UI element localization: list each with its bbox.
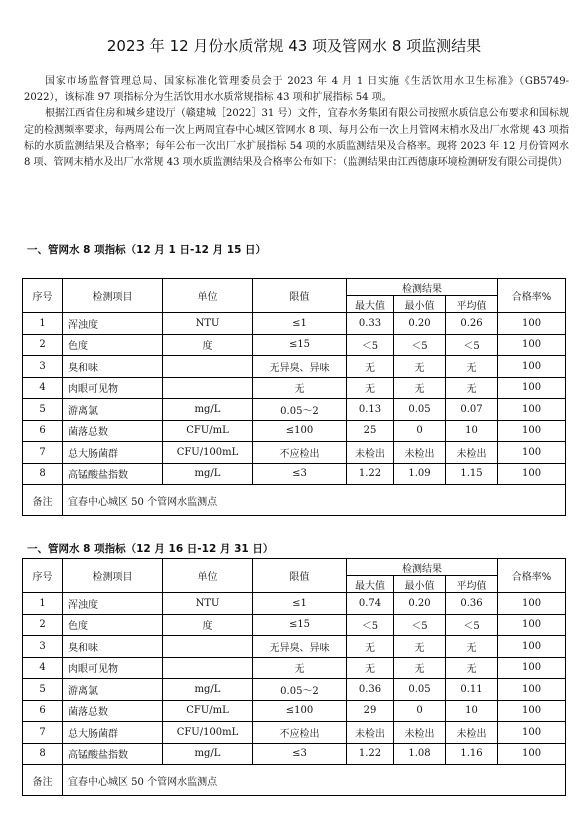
cell-limit: ≤1: [253, 313, 347, 335]
cell-avg: 无: [446, 356, 498, 378]
cell-no: 7: [23, 442, 63, 464]
table-row: [23, 313, 566, 335]
cell-item: 臭和味: [63, 636, 163, 658]
cell-limit: 无: [253, 377, 347, 399]
cell-avg: 0.26: [446, 313, 498, 335]
cell-min: 1.09: [394, 463, 446, 485]
cell-max: 25: [347, 420, 394, 442]
cell-max: 无: [347, 356, 394, 378]
cell-avg: 未检出: [446, 442, 498, 464]
table-row: [23, 334, 566, 356]
cell-max: 0.13: [347, 399, 394, 421]
cell-item: 高锰酸盐指数: [63, 743, 163, 765]
cell-avg: 1.15: [446, 463, 498, 485]
cell-item: 总大肠菌群: [63, 722, 163, 744]
cell-item: 菌落总数: [63, 700, 163, 722]
cell-limit: ≤1: [253, 593, 347, 615]
cell-unit: [163, 356, 253, 378]
cell-unit: 度: [163, 614, 253, 636]
table-row: [23, 377, 566, 399]
header-limit: 限值: [253, 279, 347, 313]
header-max: 最大值: [347, 296, 394, 313]
cell-unit: [163, 636, 253, 658]
cell-avg: 0.36: [446, 593, 498, 615]
cell-unit: CFU/100mL: [163, 722, 253, 744]
section-heading: 一、管网水 8 项指标（12 月 16 日-12 月 31 日）: [27, 543, 274, 555]
cell-rate: 100: [498, 657, 566, 679]
cell-avg: 1.16: [446, 743, 498, 765]
cell-no: 3: [23, 356, 63, 378]
table-row: [23, 399, 566, 421]
page-title: 2023 年 12 月份水质常规 43 项及管网水 8 项监测结果: [106, 37, 482, 55]
cell-limit: ≤15: [253, 614, 347, 636]
cell-max: 29: [347, 700, 394, 722]
cell-min: 无: [394, 657, 446, 679]
cell-unit: CFU/mL: [163, 420, 253, 442]
cell-unit: 度: [163, 334, 253, 356]
header-max: 最大值: [347, 576, 394, 593]
cell-avg: 未检出: [446, 722, 498, 744]
results-table: [22, 558, 566, 796]
cell-unit: CFU/mL: [163, 700, 253, 722]
cell-limit: 无: [253, 657, 347, 679]
header-rate: 合格率%: [498, 559, 566, 593]
cell-no: 2: [23, 334, 63, 356]
cell-min: 0: [394, 420, 446, 442]
cell-rate: 100: [498, 442, 566, 464]
cell-no: 2: [23, 614, 63, 636]
table-row: [23, 463, 566, 485]
cell-unit: mg/L: [163, 679, 253, 701]
results-table: [22, 278, 566, 516]
cell-min: 0.20: [394, 313, 446, 335]
cell-no: 1: [23, 593, 63, 615]
note-row: [23, 485, 566, 516]
cell-min: 未检出: [394, 722, 446, 744]
cell-max: 无: [347, 377, 394, 399]
header-unit: 单位: [163, 559, 253, 593]
cell-rate: 100: [498, 463, 566, 485]
cell-min: 未检出: [394, 442, 446, 464]
cell-rate: 100: [498, 743, 566, 765]
cell-item: 色度: [63, 334, 163, 356]
table-row: [23, 700, 566, 722]
cell-no: 6: [23, 420, 63, 442]
cell-unit: mg/L: [163, 463, 253, 485]
cell-unit: mg/L: [163, 743, 253, 765]
header-results: 检测结果: [347, 279, 498, 296]
header-min: 最小值: [394, 296, 446, 313]
cell-min: 0.05: [394, 679, 446, 701]
cell-max: ＜5: [347, 614, 394, 636]
cell-limit: ≤100: [253, 420, 347, 442]
cell-unit: NTU: [163, 313, 253, 335]
cell-rate: 100: [498, 614, 566, 636]
cell-max: 1.22: [347, 743, 394, 765]
cell-max: 0.33: [347, 313, 394, 335]
cell-rate: 100: [498, 420, 566, 442]
cell-item: 总大肠菌群: [63, 442, 163, 464]
cell-unit: mg/L: [163, 399, 253, 421]
cell-rate: 100: [498, 679, 566, 701]
header-item: 检测项目: [63, 279, 163, 313]
table-row: [23, 593, 566, 615]
cell-no: 5: [23, 679, 63, 701]
cell-max: 未检出: [347, 722, 394, 744]
cell-min: 1.08: [394, 743, 446, 765]
cell-no: 8: [23, 463, 63, 485]
cell-unit: [163, 657, 253, 679]
header-rate: 合格率%: [498, 279, 566, 313]
note-text: 宜春中心城区 50 个管网水监测点: [63, 485, 566, 516]
cell-unit: [163, 377, 253, 399]
cell-item: 浑浊度: [63, 593, 163, 615]
cell-rate: 100: [498, 313, 566, 335]
header-min: 最小值: [394, 576, 446, 593]
cell-no: 1: [23, 313, 63, 335]
cell-rate: 100: [498, 334, 566, 356]
header-limit: 限值: [253, 559, 347, 593]
cell-avg: 无: [446, 636, 498, 658]
table-row: [23, 614, 566, 636]
header-unit: 单位: [163, 279, 253, 313]
cell-limit: 0.05～2: [253, 399, 347, 421]
cell-max: 未检出: [347, 442, 394, 464]
header-avg: 平均值: [446, 296, 498, 313]
cell-limit: ≤3: [253, 463, 347, 485]
note-label: 备注: [23, 765, 63, 796]
cell-limit: ≤100: [253, 700, 347, 722]
cell-limit: 不应检出: [253, 442, 347, 464]
cell-min: 无: [394, 377, 446, 399]
cell-item: 肉眼可见物: [63, 657, 163, 679]
cell-item: 浑浊度: [63, 313, 163, 335]
cell-no: 3: [23, 636, 63, 658]
cell-max: 0.36: [347, 679, 394, 701]
note-label: 备注: [23, 485, 63, 516]
cell-min: 0.05: [394, 399, 446, 421]
cell-no: 4: [23, 657, 63, 679]
cell-max: ＜5: [347, 334, 394, 356]
cell-min: 0.20: [394, 593, 446, 615]
table-row: [23, 722, 566, 744]
header-avg: 平均值: [446, 576, 498, 593]
cell-max: 无: [347, 636, 394, 658]
cell-limit: 不应检出: [253, 722, 347, 744]
cell-rate: 100: [498, 636, 566, 658]
cell-min: 无: [394, 636, 446, 658]
intro-text: [24, 74, 569, 171]
cell-avg: 无: [446, 377, 498, 399]
intro-paragraph: 国家市场监督管理总局、国家标准化管理委员会于 2023 年 4 月 1 日实施《生活饮用水卫生标准》（GB5749-2022），该标准 97 项指标分为生活饮用水水质常规指标 43 项和扩展指标 54 项。: [24, 76, 569, 104]
table-row: [23, 442, 566, 464]
table-row: [23, 356, 566, 378]
cell-avg: 无: [446, 657, 498, 679]
note-row: [23, 765, 566, 796]
section-heading: 一、管网水 8 项指标（12 月 1 日-12 月 15 日）: [27, 244, 267, 256]
cell-item: 臭和味: [63, 356, 163, 378]
cell-max: 1.22: [347, 463, 394, 485]
cell-rate: 100: [498, 356, 566, 378]
cell-unit: NTU: [163, 593, 253, 615]
cell-limit: 0.05～2: [253, 679, 347, 701]
table-row: [23, 679, 566, 701]
cell-no: 6: [23, 700, 63, 722]
cell-avg: ＜5: [446, 334, 498, 356]
cell-rate: 100: [498, 700, 566, 722]
cell-no: 5: [23, 399, 63, 421]
cell-limit: ≤3: [253, 743, 347, 765]
cell-no: 7: [23, 722, 63, 744]
table-row: [23, 743, 566, 765]
intro-paragraph: 根据江西省住房和城乡建设厅（赣建城［2022］31 号）文件，宜春水务集团有限公司按照水质信息公布要求和国标规定的检测频率要求，每两周公布一次上两周宜春中心城区管网水 8 项、每月公布一次上月管网末梢水及出厂水常规 43 项指标的水质监测结果及合格率；每年公布一次出厂水扩展指标 54 项的水质监测结果及合格率。现将 2023 年 12 月份管网水 8 项、管网末梢水及出厂水常规 43 项水质监测结果及合格率公布如下：（监测结果由江西德康环境检测研发有限公司提供）: [24, 108, 569, 169]
cell-item: 色度: [63, 614, 163, 636]
header-results: 检测结果: [347, 559, 498, 576]
cell-item: 游离氯: [63, 399, 163, 421]
note-text: 宜春中心城区 50 个管网水监测点: [63, 765, 566, 796]
cell-max: 无: [347, 657, 394, 679]
cell-avg: 0.07: [446, 399, 498, 421]
cell-min: ＜5: [394, 334, 446, 356]
cell-avg: 10: [446, 700, 498, 722]
cell-rate: 100: [498, 593, 566, 615]
header-no: 序号: [23, 559, 63, 593]
cell-limit: ≤15: [253, 334, 347, 356]
table-row: [23, 636, 566, 658]
cell-avg: 10: [446, 420, 498, 442]
cell-limit: 无异臭、异味: [253, 356, 347, 378]
cell-max: 0.74: [347, 593, 394, 615]
cell-item: 肉眼可见物: [63, 377, 163, 399]
cell-avg: ＜5: [446, 614, 498, 636]
table-row: [23, 657, 566, 679]
cell-rate: 100: [498, 722, 566, 744]
cell-no: 4: [23, 377, 63, 399]
cell-unit: CFU/100mL: [163, 442, 253, 464]
cell-no: 8: [23, 743, 63, 765]
cell-item: 游离氯: [63, 679, 163, 701]
cell-min: 无: [394, 356, 446, 378]
cell-rate: 100: [498, 399, 566, 421]
header-no: 序号: [23, 279, 63, 313]
cell-item: 高锰酸盐指数: [63, 463, 163, 485]
cell-rate: 100: [498, 377, 566, 399]
cell-limit: 无异臭、异味: [253, 636, 347, 658]
header-item: 检测项目: [63, 559, 163, 593]
cell-min: ＜5: [394, 614, 446, 636]
cell-avg: 0.11: [446, 679, 498, 701]
cell-min: 0: [394, 700, 446, 722]
table-row: [23, 420, 566, 442]
cell-item: 菌落总数: [63, 420, 163, 442]
